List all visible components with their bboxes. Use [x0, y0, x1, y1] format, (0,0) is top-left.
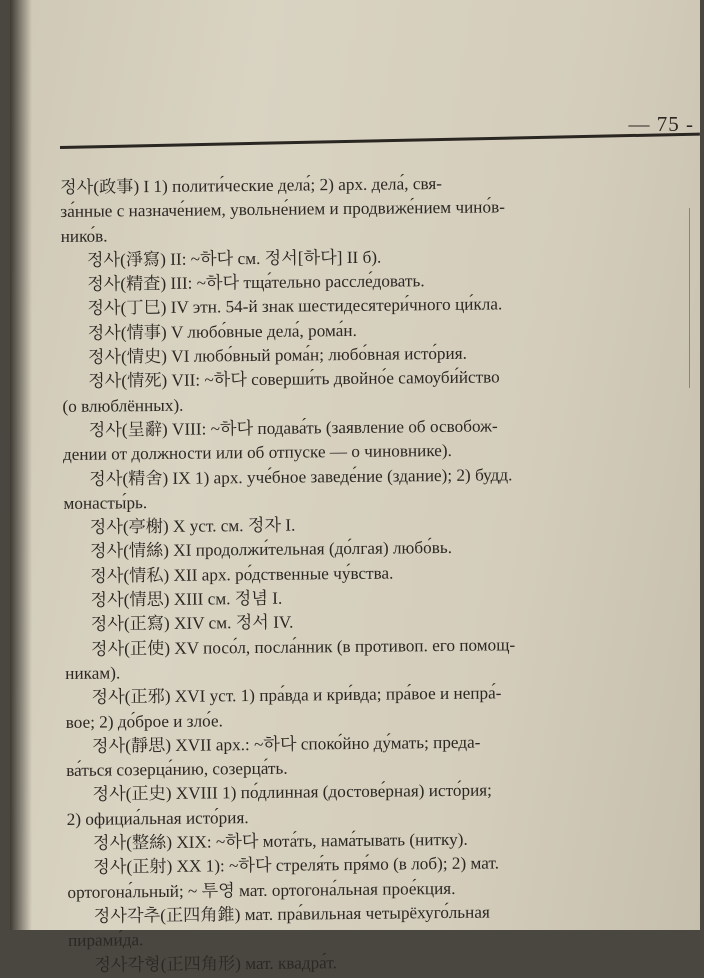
- text-line: 정사(情思) XIII см. 정념 I.: [90, 588, 283, 610]
- text-line: за́нные с назначе́нием, увольне́нием и продвиже́нием чино́в-: [60, 197, 505, 222]
- text-line: 정사(政事) I 1) полити́ческие дела́; 2) арх. дела́, свя-: [60, 174, 443, 197]
- text-line: 정사(正史) XVIII 1) по́длинная (достове́рная) исто́рия;: [92, 780, 493, 805]
- text-line: 정사각형(正四角形) мат. квадра́т.: [94, 952, 337, 975]
- text-line: 정사(情事) V любо́вные дела́, рома́н.: [87, 320, 357, 343]
- text-line: никам).: [65, 663, 121, 683]
- text-line: 정사(正使) XV посо́л, посла́нник (в противоп. его помощ-: [90, 634, 516, 659]
- text-line: 2) официа́льная исто́рия.: [66, 807, 249, 829]
- text-line: ва́ться созерца́нию, созерца́ть.: [66, 758, 288, 781]
- text-line: 정사(情私) XII арх. ро́дственные чу́вства.: [90, 563, 394, 586]
- header-rule: [60, 133, 700, 149]
- text-line: 정사(呈辭) VIII: ~하다 подава́ть (заявление об освобож-: [88, 416, 498, 440]
- text-line: 정사(情死) VII: ~하다 соверши́ть двойно́е самоуби́йство: [88, 367, 500, 392]
- text-line: 정사(精舍) IX 1) арх. уче́бное заведе́ние (здание); 2) будд.: [89, 464, 513, 489]
- text-line: 정사각추(正四角錐) мат. пра́вильная четырёхуго́льная: [93, 902, 490, 926]
- text-line: 정사(精査) III: ~하다 тща́тельно рассле́довать.: [87, 271, 425, 294]
- text-line: 정사(正射) XX 1): ~하다 стреля́ть пря́мо (в лоб); 2) мат.: [93, 853, 500, 878]
- page-gutter-shadow: [10, 0, 32, 930]
- text-line: 정사(整絲) XIX: ~하다 мота́ть, нама́тывать (нитку).: [92, 829, 468, 853]
- text-line: 정사(靜思) XVII арх.: ~하다 споко́йно ду́мать; преда-: [91, 732, 481, 756]
- text-line: 정사(淨寫) II: ~하다 см. 정서[하다] II б).: [86, 247, 382, 270]
- dictionary-page: [10, 0, 700, 975]
- text-line: дении от должности или об отпуске — о чиновнике).: [62, 441, 453, 465]
- text-line: 정사(正寫) XIV см. 정서 IV.: [90, 612, 294, 635]
- text-line: ортогона́льный; ~ 투영 мат. ортогона́льная прое́кция.: [67, 878, 456, 902]
- text-line: 정사(情史) VI любо́вный рома́н; любо́вная исто́рия.: [87, 343, 467, 367]
- text-line: 정사(亭榭) X уст. см. 정자 I.: [89, 515, 296, 537]
- text-line: вое; 2) до́брое и зло́е.: [65, 710, 223, 732]
- dictionary-entries: [60, 169, 704, 977]
- text-line: пирами́да.: [67, 930, 144, 951]
- text-line: монасты́рь.: [63, 492, 148, 513]
- page-number: — 75 -: [628, 112, 694, 136]
- text-line: (о влюблённых).: [62, 395, 184, 416]
- text-line: 정사(丁巳) IV этн. 54-й знак шестидесятери́чного ци́кла.: [87, 294, 503, 319]
- text-line: нико́в.: [60, 226, 108, 246]
- text-line: 정사(正邪) XVI уст. 1) пра́вда и кри́вда; пра́вое и непра́-: [91, 683, 502, 707]
- text-line: 정사(情絲) XI продолжи́тельная (до́лгая) любо́вь.: [89, 538, 453, 562]
